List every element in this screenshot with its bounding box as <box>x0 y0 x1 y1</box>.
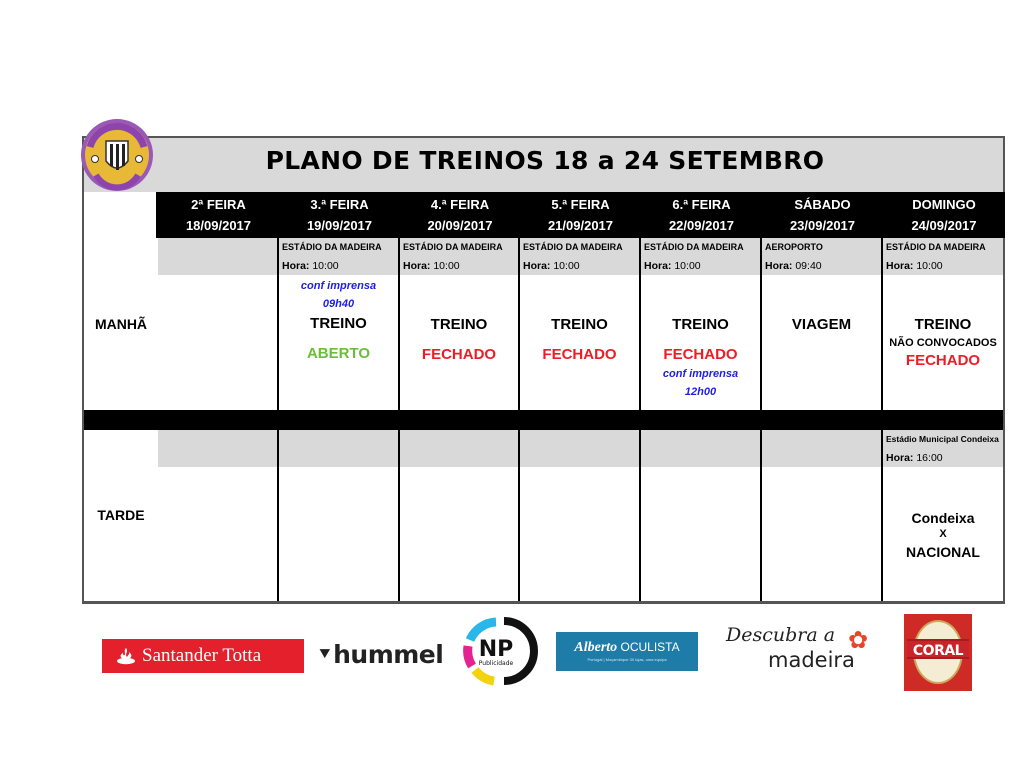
time <box>403 260 460 272</box>
sponsor-descubra-madeira <box>722 624 882 674</box>
away-team: NACIONAL <box>906 544 980 560</box>
match-info <box>883 508 1003 564</box>
time <box>523 260 580 272</box>
info-band <box>520 430 639 467</box>
location: Estádio Municipal Condeixa <box>886 434 999 444</box>
activity: TREINO <box>914 316 972 333</box>
day-name: DOMINGO <box>912 197 976 212</box>
info-band <box>158 238 277 275</box>
time <box>886 452 943 464</box>
activity: TREINO <box>672 316 729 333</box>
schedule-cell <box>158 430 279 601</box>
location: ESTÁDIO DA MADEIRA <box>644 242 744 252</box>
sponsor-text: CORAL <box>907 639 969 659</box>
location: ESTÁDIO DA MADEIRA <box>403 242 503 252</box>
alberto-suffix: OCULISTA <box>620 640 680 654</box>
cell-body <box>762 314 881 336</box>
info-band <box>158 430 277 467</box>
page-title: PLANO DE TREINOS 18 a 24 SETEMBRO <box>265 146 825 175</box>
svg-text:Publicidade: Publicidade <box>478 660 514 667</box>
sponsor-text: Santander Totta <box>142 645 262 666</box>
day-date: 24/09/2017 <box>911 218 977 233</box>
sponsor-np-publicidade <box>458 616 542 686</box>
day-date: 22/09/2017 <box>668 218 735 233</box>
sponsor-alberto-oculista <box>556 632 698 671</box>
alberto-tagline: Portugal | Moçambique 30 lojas, uma equipa <box>587 657 667 662</box>
press-conference-time: 09h40 <box>322 298 355 310</box>
time <box>644 260 701 272</box>
info-band <box>279 430 398 467</box>
day-name: 3.ª FEIRA <box>310 197 369 212</box>
press-conference: conf imprensa <box>662 368 739 380</box>
info-band <box>641 430 760 467</box>
day-date: 18/09/2017 <box>185 218 252 233</box>
activity: VIAGEM <box>791 316 852 333</box>
sponsor-text: hummel <box>333 640 444 669</box>
time-label: Hora: <box>403 260 431 272</box>
time-value: 09:40 <box>795 260 822 272</box>
day-header-row <box>158 192 1005 238</box>
day-name: SÁBADO <box>794 197 851 212</box>
time-label: Hora: <box>886 260 914 272</box>
schedule-cell <box>641 238 762 410</box>
sponsor-hummel <box>318 640 444 670</box>
santander-flame-icon <box>116 647 136 665</box>
day-header <box>762 192 883 238</box>
schedule-cell <box>883 238 1003 410</box>
time-value: 10:00 <box>916 260 943 272</box>
day-header <box>158 192 279 238</box>
time-label: Hora: <box>282 260 310 272</box>
day-date: 19/09/2017 <box>306 218 373 233</box>
period-label-morning: MANHÃ <box>84 238 160 410</box>
schedule-cell <box>279 238 400 410</box>
time-value: 10:00 <box>433 260 460 272</box>
day-header <box>883 192 1005 238</box>
cell-body <box>641 314 760 401</box>
schedule-cell <box>762 238 883 410</box>
day-header <box>279 192 400 238</box>
sponsor-text <box>556 640 698 656</box>
status-closed: FECHADO <box>542 346 617 363</box>
schedule-cell <box>158 238 279 410</box>
activity: TREINO <box>310 315 367 332</box>
sponsor-coral <box>904 614 972 691</box>
day-name: 4.ª FEIRA <box>430 197 490 212</box>
location: ESTÁDIO DA MADEIRA <box>886 242 986 252</box>
corner-cell <box>84 192 158 238</box>
svg-text:NP: NP <box>478 637 514 662</box>
club-logo-icon <box>78 117 156 193</box>
alberto-name: Alberto <box>574 640 618 655</box>
cell-body <box>279 277 398 364</box>
day-name: 5.ª FEIRA <box>551 197 610 212</box>
day-header <box>400 192 520 238</box>
time <box>765 260 822 272</box>
schedule-cell <box>400 430 520 601</box>
time <box>282 260 339 272</box>
schedule-cell <box>279 430 400 601</box>
time-label: Hora: <box>644 260 672 272</box>
press-conference-time: 12h00 <box>684 386 717 398</box>
day-header <box>520 192 641 238</box>
time-value: 16:00 <box>916 452 943 464</box>
schedule-cell <box>520 430 641 601</box>
status-closed: FECHADO <box>663 346 738 363</box>
schedule-cell <box>400 238 520 410</box>
location: AEROPORTO <box>765 242 823 252</box>
schedule-cell <box>641 430 762 601</box>
info-band <box>762 430 881 467</box>
hummel-chevron-icon: ⯆ <box>318 645 332 665</box>
location: ESTÁDIO DA MADEIRA <box>523 242 623 252</box>
schedule-cell <box>762 430 883 601</box>
day-name: 6.ª FEIRA <box>672 197 731 212</box>
time-value: 10:00 <box>674 260 701 272</box>
activity: TREINO <box>430 316 488 333</box>
sponsor-santander <box>102 639 304 673</box>
activity-note: NÃO CONVOCADOS <box>889 337 997 349</box>
madeira-flower-icon: ✿ <box>848 627 869 654</box>
time-label: Hora: <box>765 260 793 272</box>
day-name: 2ª FEIRA <box>191 197 246 212</box>
time-value: 10:00 <box>312 260 339 272</box>
cell-body <box>400 314 518 365</box>
day-date: 21/09/2017 <box>547 218 614 233</box>
time-label: Hora: <box>886 452 914 464</box>
day-header <box>641 192 762 238</box>
info-band <box>400 430 518 467</box>
home-team: Condeixa <box>911 510 975 526</box>
location: ESTÁDIO DA MADEIRA <box>282 242 382 252</box>
cell-body <box>883 314 1003 371</box>
schedule-cell <box>520 238 641 410</box>
period-separator <box>84 410 1003 430</box>
time <box>886 260 943 272</box>
time-label: Hora: <box>523 260 551 272</box>
status-closed: FECHADO <box>421 346 497 363</box>
madeira-line1: Descubra a <box>726 624 836 646</box>
status-open: ABERTO <box>306 345 371 362</box>
cell-body <box>520 314 639 365</box>
versus: X <box>939 528 947 540</box>
day-date: 23/09/2017 <box>789 218 856 233</box>
madeira-line2: madeira <box>768 648 855 672</box>
schedule-cell <box>883 430 1003 601</box>
day-date: 20/09/2017 <box>427 218 493 233</box>
status-closed: FECHADO <box>905 352 981 369</box>
table-bottom-border <box>82 601 1005 604</box>
time-value: 10:00 <box>553 260 580 272</box>
period-label-afternoon: TARDE <box>84 430 160 601</box>
activity: TREINO <box>551 316 608 333</box>
press-conference: conf imprensa <box>300 280 377 292</box>
